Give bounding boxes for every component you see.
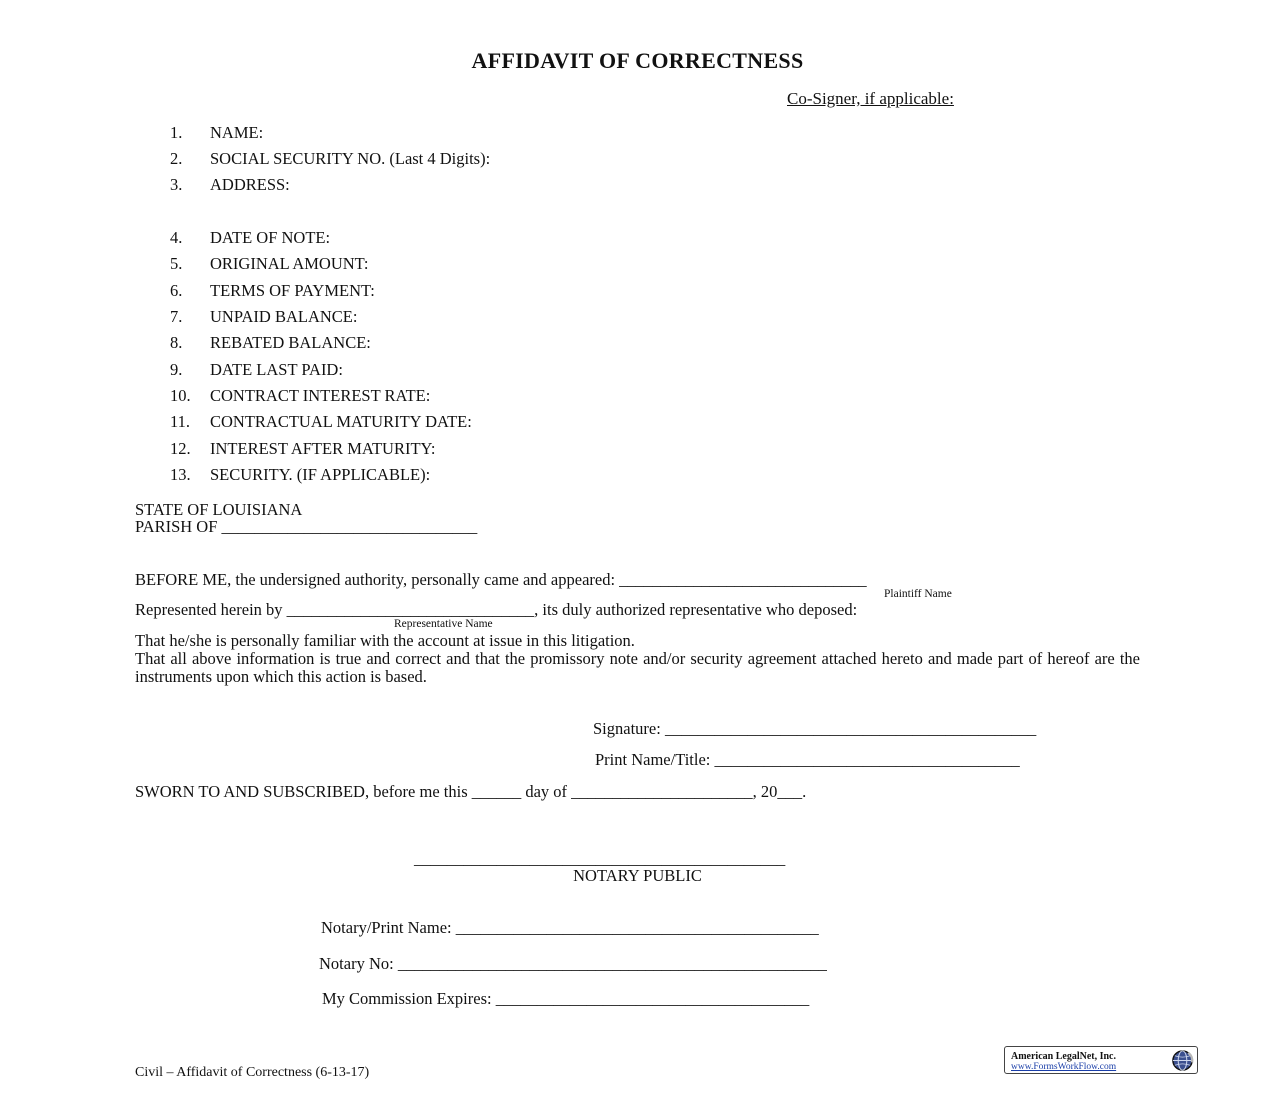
list-item [170, 283, 375, 300]
accuracy-statement: That all above information is true and correct and that the promissory note and/or security agreement attached hereto and made part of hereof are the instruments upon which this action is based. [135, 649, 1140, 686]
sworn-statement: SWORN TO AND SUBSCRIBED, before me this ______ day of ______________________, 20___. [135, 782, 807, 801]
item-number: 12. [170, 439, 191, 458]
list-item [170, 362, 343, 379]
list-item [170, 151, 490, 168]
item-label: ORIGINAL AMOUNT: [210, 254, 369, 273]
item-label: SECURITY. (IF APPLICABLE): [210, 465, 431, 484]
item-label: TERMS OF PAYMENT: [210, 281, 375, 300]
item-number: 5. [170, 254, 183, 273]
item-number: 7. [170, 307, 183, 326]
item-number: 9. [170, 360, 183, 379]
item-label: REBATED BALANCE: [210, 333, 371, 352]
item-number: 2. [170, 149, 183, 168]
notary-signature-line: _____________________________________________ [414, 849, 786, 868]
venue-state: STATE OF LOUISIANA [135, 500, 303, 519]
list-item [170, 388, 430, 405]
list-item [170, 309, 357, 326]
representative-caption: Representative Name [394, 618, 493, 630]
plaintiff-caption: Plaintiff Name [884, 588, 952, 600]
item-number: 8. [170, 333, 183, 352]
venue-parish: PARISH OF _______________________________ [135, 517, 478, 536]
list-item [170, 335, 371, 352]
item-label: CONTRACTUAL MATURITY DATE: [210, 412, 472, 431]
item-label: DATE OF NOTE: [210, 228, 331, 247]
list-item [170, 256, 369, 273]
notary-number-line: Notary No: ____________________________________________________ [319, 954, 827, 973]
list-item [170, 467, 430, 484]
notary-print-name-line: Notary/Print Name: ____________________________________________ [321, 918, 819, 937]
notary-public-label: NOTARY PUBLIC [573, 866, 702, 885]
familiar-statement: That he/she is personally familiar with the account at issue in this litigation. [135, 631, 635, 650]
legalnet-logo [1004, 1046, 1198, 1074]
item-number: 13. [170, 465, 191, 484]
item-label: UNPAID BALANCE: [210, 307, 358, 326]
print-name-title-line: Print Name/Title: _____________________________________ [595, 750, 1020, 769]
item-number: 6. [170, 281, 183, 300]
list-item [170, 414, 472, 431]
item-label: NAME: [210, 123, 264, 142]
cosigner-label: Co-Signer, if applicable: [787, 89, 954, 108]
item-number: 11. [170, 412, 191, 431]
form-identifier: Civil – Affidavit of Correctness (6-13-17) [135, 1065, 370, 1080]
item-label: INTEREST AFTER MATURITY: [210, 439, 436, 458]
commission-expires-line: My Commission Expires: ______________________________________ [322, 989, 810, 1008]
item-label: CONTRACT INTEREST RATE: [210, 386, 431, 405]
item-number: 3. [170, 175, 183, 194]
item-number: 4. [170, 228, 183, 247]
document-title: AFFIDAVIT OF CORRECTNESS [471, 48, 804, 73]
logo-url-link[interactable]: www.FormsWorkFlow.com [1011, 1062, 1117, 1072]
item-label: ADDRESS: [210, 175, 290, 194]
item-label: SOCIAL SECURITY NO. (Last 4 Digits): [210, 149, 491, 168]
list-item [170, 230, 330, 247]
item-number: 10. [170, 386, 191, 405]
globe-icon [1171, 1049, 1194, 1072]
list-item [170, 441, 436, 458]
item-number: 1. [170, 123, 183, 142]
logo-company-name: American LegalNet, Inc. [1011, 1051, 1116, 1062]
represented-line: Represented herein by ______________________________, its duly authorized representative who deposed: [135, 600, 858, 619]
list-item [170, 125, 263, 142]
signature-line: Signature: _____________________________________________ [593, 719, 1037, 738]
before-me-line: BEFORE ME, the undersigned authority, personally came and appeared: ______________________________ [135, 570, 867, 589]
list-item [170, 177, 290, 194]
item-label: DATE LAST PAID: [210, 360, 343, 379]
